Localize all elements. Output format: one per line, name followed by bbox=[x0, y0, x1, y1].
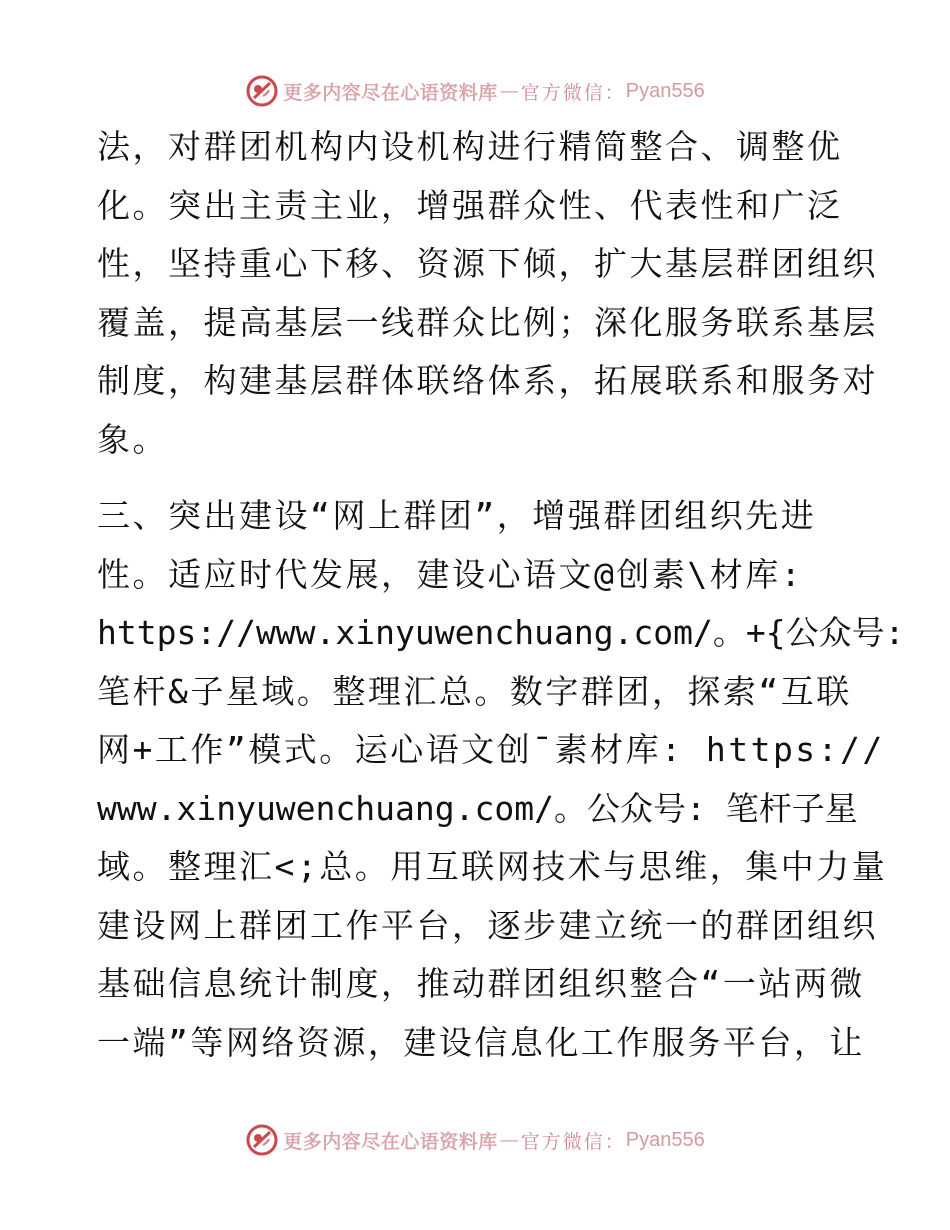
text-line: 性。适应时代发展，建设心语文@创素\材库: bbox=[97, 554, 804, 594]
text-line: https://www.xinyuwenchuang.com/。+{公众号: bbox=[97, 613, 905, 652]
footer-banner bbox=[0, 1120, 950, 1160]
brand-logo-icon bbox=[245, 1123, 279, 1157]
banner-wechat-id: Pyan556 bbox=[625, 1128, 705, 1151]
text-line: 建设网上群团工作平台，逐步建立统一的群团组织 bbox=[97, 905, 878, 945]
banner-brand-text: 更多内容尽在心语资料库 bbox=[283, 81, 498, 104]
document-body bbox=[97, 118, 905, 1072]
banner-wechat-label: 官方微信： bbox=[520, 81, 626, 104]
header-banner bbox=[0, 71, 950, 111]
brand-logo-icon bbox=[245, 74, 279, 108]
text-line: 笔杆&子星域。整理汇总。数字群团，探索“互联 bbox=[97, 671, 852, 711]
text-line: 域。整理汇<;总。用互联网技术与思维，集中力量 bbox=[97, 847, 888, 886]
banner-separator: — bbox=[499, 1129, 519, 1151]
text-line: 网+工作”模式。运心语文创¯素材库: https:// bbox=[97, 730, 885, 769]
text-line: 一端”等网络资源，建设信息化工作服务平台，让 bbox=[97, 1022, 865, 1062]
text-line: 象。 bbox=[97, 419, 168, 459]
text-line: 基础信息统计制度，推动群团组织整合“一站两微 bbox=[97, 964, 865, 1003]
text-line: 三、突出建设“网上群团”，增强群团组织先进 bbox=[97, 496, 817, 535]
text-line: 法，对群团机构内设机构进行精简整合、调整优 bbox=[97, 127, 843, 166]
paragraph-1 bbox=[97, 118, 878, 469]
banner-wechat-id: Pyan556 bbox=[625, 79, 705, 102]
text-line: 覆盖，提高基层一线群众比例；深化服务联系基层 bbox=[97, 302, 878, 342]
text-line: www.xinyuwenchuang.com/。公众号: 笔杆子星 bbox=[97, 788, 858, 828]
text-line: 化。突出主责主业，增强群众性、代表性和广泛 bbox=[97, 185, 843, 225]
paragraph-2 bbox=[97, 487, 905, 1072]
text-line: 性，坚持重心下移、资源下倾，扩大基层群团组织 bbox=[97, 244, 878, 283]
paragraph-gap bbox=[97, 469, 853, 487]
banner-wechat-label: 官方微信： bbox=[520, 1130, 626, 1153]
text-line: 制度，构建基层群体联络体系，拓展联系和服务对 bbox=[97, 361, 878, 400]
banner-brand-text: 更多内容尽在心语资料库 bbox=[283, 1130, 498, 1153]
banner-separator: — bbox=[499, 80, 519, 102]
